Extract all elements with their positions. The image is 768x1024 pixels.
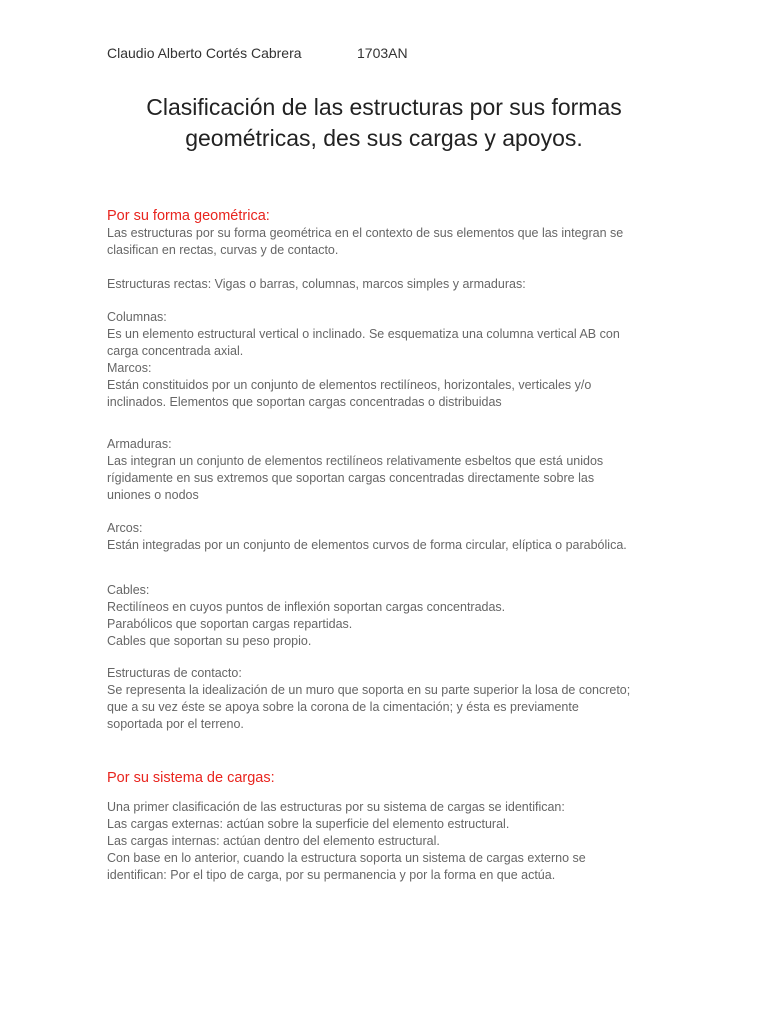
section-geometric	[107, 207, 667, 259]
section-heading-geometric: Por su forma geométrica:	[107, 208, 270, 224]
author-name: Claudio Alberto Cortés Cabrera	[107, 45, 302, 61]
document-title-line-1: Clasificación de las estructuras por sus formas	[146, 94, 622, 120]
paragraph-arches	[107, 520, 667, 554]
text-line: Cables que soportan su peso propio.	[107, 634, 312, 648]
text-line: Una primer clasificación de las estructuras por su sistema de cargas se identifican:	[107, 800, 565, 814]
text-line: Cables:	[107, 583, 150, 597]
group-code: 1703AN	[357, 45, 408, 61]
text-line: Están integradas por un conjunto de elementos curvos de forma circular, elíptica o parabólica.	[107, 538, 627, 552]
text-line: Se representa la idealización de un muro que soporta en su parte superior la losa de concreto;	[107, 683, 631, 697]
document-title-line-2: geométricas, des sus cargas y apoyos.	[185, 125, 583, 151]
paragraph-contact-structures	[107, 665, 667, 733]
text-line: Rectilíneos en cuyos puntos de inflexión soportan cargas concentradas.	[107, 600, 506, 614]
paragraph-cables	[107, 582, 667, 650]
document-title	[100, 92, 668, 154]
text-line: Arcos:	[107, 521, 143, 535]
text-line: Las integran un conjunto de elementos rectilíneos relativamente esbeltos que está unidos	[107, 454, 604, 468]
text-line: Las cargas externas: actúan sobre la superficie del elemento estructural.	[107, 817, 510, 831]
text-line: Estructuras de contacto:	[107, 666, 242, 680]
section-loads	[107, 769, 667, 787]
text-line: carga concentrada axial.	[107, 344, 244, 358]
paragraph-straight-structures	[107, 276, 667, 293]
section-heading-loads: Por su sistema de cargas:	[107, 770, 275, 786]
text-line: identifican: Por el tipo de carga, por su permanencia y por la forma en que actúa.	[107, 868, 556, 882]
text-line: Las cargas internas: actúan dentro del elemento estructural.	[107, 834, 440, 848]
text-line: rígidamente en sus extremos que soportan cargas concentradas directamente sobre las	[107, 471, 595, 485]
text-line: Es un elemento estructural vertical o inclinado. Se esquematiza una columna vertical AB con	[107, 327, 620, 341]
text-line: uniones o nodos	[107, 488, 199, 502]
text-line: Estructuras rectas: Vigas o barras, columnas, marcos simples y armaduras:	[107, 277, 526, 291]
document-header	[107, 45, 667, 65]
text-line: Armaduras:	[107, 437, 172, 451]
text-line: inclinados. Elementos que soportan cargas concentradas o distribuidas	[107, 395, 502, 409]
text-line: que a su vez éste se apoya sobre la corona de la cimentación; y ésta es previamente	[107, 700, 579, 714]
text-line: Están constituidos por un conjunto de elementos rectilíneos, horizontales, verticales y/o	[107, 378, 592, 392]
text-line: soportada por el terreno.	[107, 717, 244, 731]
text-line: clasifican en rectas, curvas y de contacto.	[107, 243, 339, 257]
text-line: Columnas:	[107, 310, 167, 324]
text-line: Marcos:	[107, 361, 152, 375]
text-line: Las estructuras por su forma geométrica en el contexto de sus elementos que las integran se	[107, 226, 624, 240]
paragraph-geometric-intro	[107, 225, 667, 259]
paragraph-trusses	[107, 436, 667, 504]
text-line: Con base en lo anterior, cuando la estructura soporta un sistema de cargas externo se	[107, 851, 586, 865]
text-line: Parabólicos que soportan cargas repartidas.	[107, 617, 353, 631]
paragraph-loads	[107, 799, 667, 884]
paragraph-columns-frames	[107, 309, 667, 411]
